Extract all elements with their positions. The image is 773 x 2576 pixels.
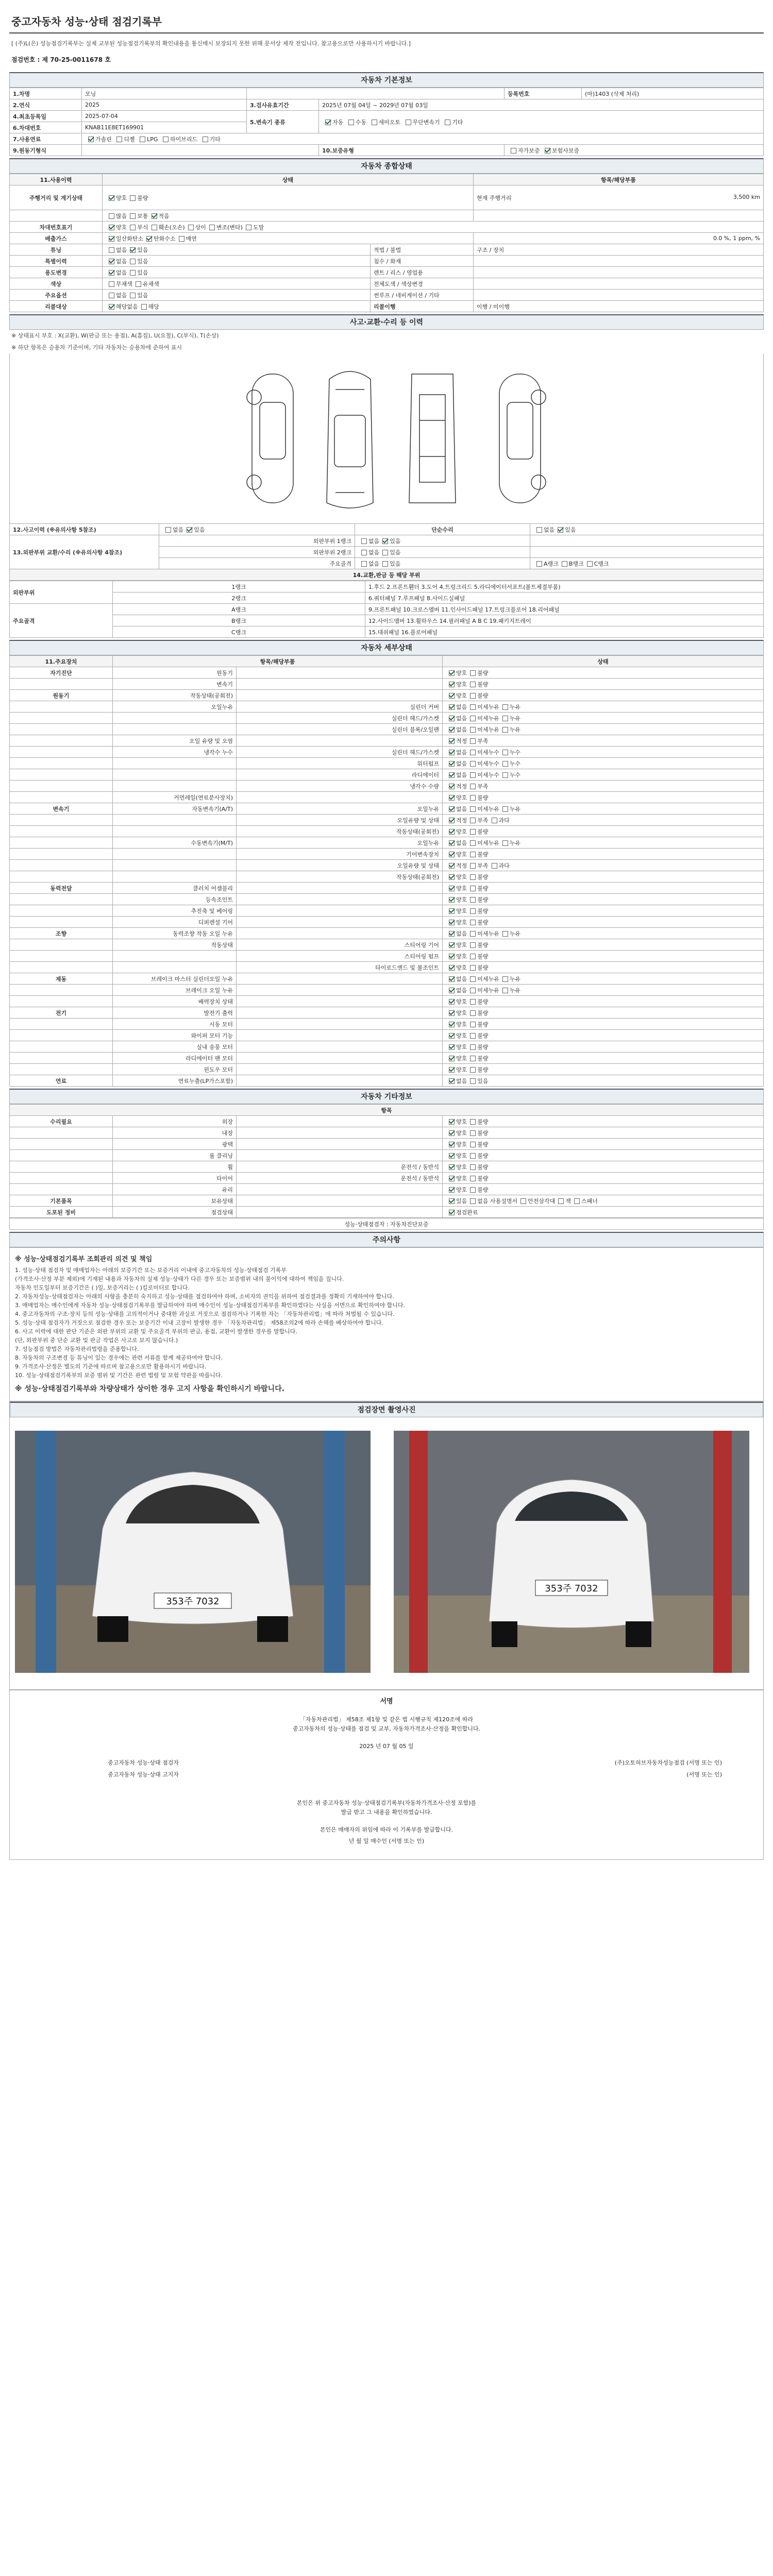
notice-line: 7. 성능점검 방법은 자동차관리법령을 준용합니다. (15, 1346, 139, 1352)
checkbox[interactable] (470, 772, 476, 778)
table-row: 오일누유 실린더 커버 없음 미세누유 누유 (10, 701, 764, 713)
checkbox[interactable] (449, 716, 455, 721)
checkbox[interactable] (470, 738, 476, 744)
checkbox[interactable] (449, 1130, 455, 1136)
checkbox[interactable] (382, 538, 388, 544)
checkbox[interactable] (470, 750, 476, 755)
checkbox[interactable] (140, 137, 145, 142)
checkbox[interactable] (449, 795, 455, 801)
car-name-label: 1.차명 (10, 88, 82, 99)
checkbox[interactable] (502, 704, 508, 710)
checkbox[interactable] (502, 976, 508, 982)
checkbox[interactable] (574, 1198, 580, 1204)
checkbox[interactable] (470, 1142, 476, 1147)
checkbox[interactable] (470, 931, 476, 937)
checkbox[interactable] (449, 942, 455, 948)
table-row: 커먼레일(연료분사장치) 양호 불량 (10, 792, 764, 803)
table-row: 라디에이터 팬 모터 양호 불량 (10, 1053, 764, 1064)
vin-label: 6.차대번호 (10, 122, 82, 133)
checkbox[interactable] (470, 988, 476, 993)
car-diagram (9, 353, 764, 523)
checkbox[interactable] (502, 840, 508, 846)
valid-period-value: 2025년 07월 04일 ~ 2029년 07월 03일 (319, 99, 764, 111)
notice-line: 6. 사고 이력에 대한 판단 기준은 외판 부위의 교환 및 주요골격 부위의 판금, 용접, 교환이 발생한 경우를 말합니다. (15, 1328, 297, 1335)
table-row: 작동상태(공회전) 양호 불량 (10, 871, 764, 883)
fuel-label: 7.사용연료 (10, 133, 82, 145)
checkbox[interactable] (470, 1010, 476, 1016)
checkbox[interactable] (449, 1164, 455, 1170)
checkbox[interactable] (449, 693, 455, 699)
checkbox[interactable] (470, 693, 476, 699)
table-row: 오일 유량 및 오염 적정 부족 (10, 735, 764, 747)
notice-line: 1. 성능·상태 점검자 및 매매업자는 아래의 보증기간 또는 보증거리 이내에 중고자동차의 성능·상태점검 기록부 (15, 1267, 287, 1274)
table-row: 브레이크 오일 누유 없음 미세누유 누유 (10, 985, 764, 996)
notice-body: ※ 성능·상태점검기록부 조회관리 의견 및 책임 1. 성능·상태 점검자 및 매매업자는 아래의 보증기간 또는 보증거리 이내에 중고자동차의 성능·상태점검 기록부 (가격조사·산정 부분 제외)에 기재된 내용과 자동차의 실제 성능·상태가 다른 경우 또는 보증범위 내의 불이익에 대하여 책임을 집니다. 자동차 인도일부터 보증기간은 ( )일, 보증거리는 ( )킬로미터로 합니다. 2. 자동차성능·상태점검자는 아래의 사항을 충분히 숙지하고 성능·상태를 점검하여야 하며, 소비자의 권익을 위하여 점검결과를 정확히 기재하여야 합니다. 3. 매매업자는 매수인에게 자동차 성능·상태점검기록부를 발급하여야 하며 매수인이 성능·상태점검기록부를 확인하였다는 사실을 서면으로 확인하여야 합니다. 4. 중고자동차의 구조·장치 등의 성능·상태를 고의적이거나 중대한 과실로 거짓으로 점검하거나 기록한 자는 「자동차관리법」에 따라 처벌될 수 있습니다. 5. 성능·상태 점검자가 거짓으로 점검한 경우 또는 보증기간 이내 고장이 발생한 경우 「자동차관리법」 제58조의2에 따라 손해를 배상하여야 합니다. 6. 사고 이력에 대한 판단 기준은 외판 부위의 교환 및 주요골격 부위의 판금, 용접, 교환이 발생한 경우를 말합니다. (단, 외판부위 중 단순 교환 및 판금 작업은 사고로 보지 않습니다.) 7. 성능점검 방법은 자동차관리법령을 준용합니다. 8. 자동차의 구조변경 등 튜닝이 있는 경우에는 관련 서류를 함께 제공하여야 합니다. 9. 가격조사·산정은 별도의 기준에 따르며 참고용으로만 활용하시기 바랍니다. 10. 성능·상태점검기록부의 보증 범위 및 기간은 관련 법령 및 보험 약관을 따릅니다. ※ 성능·상태점검기록부와 차량상태가 상이한 경우 고지 사항을 확인하시기 바랍니다. (9, 1247, 764, 1401)
table-row: 시동 모터 양호 불량 (10, 1019, 764, 1030)
notice-line: 8. 자동차의 구조변경 등 튜닝이 있는 경우에는 관련 서류를 함께 제공하여야 합니다. (15, 1354, 223, 1361)
checkbox[interactable] (502, 931, 508, 937)
checkbox[interactable] (152, 225, 157, 230)
checkbox[interactable] (109, 195, 114, 201)
table-row: 동력전달 클러치 어셈블리 양호 불량 (10, 883, 764, 894)
checkbox[interactable] (109, 236, 114, 242)
checkbox[interactable] (130, 293, 136, 298)
checkbox[interactable] (470, 670, 476, 676)
checkbox[interactable] (361, 561, 367, 567)
table-row: 변속기 양호 불량 (10, 679, 764, 690)
checkbox[interactable] (545, 148, 550, 154)
motor-label: 9.원동기형식 (10, 145, 82, 156)
checkbox[interactable] (449, 704, 455, 710)
checkbox[interactable] (470, 1022, 476, 1027)
checkbox[interactable] (130, 195, 136, 201)
notice-line: 자동차 인도일부터 보증기간은 ( )일, 보증거리는 ( )킬로미터로 합니다. (15, 1284, 190, 1291)
checkbox[interactable] (449, 1153, 455, 1159)
table-row: 작동상태 스티어링 기어 양호 불량 (10, 939, 764, 951)
checkbox[interactable] (325, 120, 331, 125)
checkbox[interactable] (130, 247, 136, 253)
notice-line: (단, 외판부위 중 단순 교환 및 판금 작업은 사고로 보지 않습니다.) (15, 1337, 178, 1344)
checkbox[interactable] (449, 1078, 455, 1084)
notice-line: 5. 성능·상태 점검자가 거짓으로 점검한 경우 또는 보증기간 이내 고장이 발생한 경우 「자동차관리법」 제58조의2에 따라 손해를 배상하여야 합니다. (15, 1319, 383, 1326)
checkbox[interactable] (502, 750, 508, 755)
table-row: 자기진단 원동기 양호 불량 (10, 667, 764, 679)
checkbox[interactable] (536, 561, 542, 567)
checkbox[interactable] (470, 840, 476, 846)
transmission-options: 자동 수동 세미오토 무단변속기 기타 (319, 111, 764, 133)
checkbox[interactable] (470, 942, 476, 948)
table-row: 변속기 자동변속기(A/T) 오일누유 없음 미세누유 누유 (10, 803, 764, 815)
table-row: 와이퍼 모터 기능 양호 불량 (10, 1030, 764, 1041)
table-row: 윈도우 모터 양호 불량 (10, 1064, 764, 1075)
checkbox[interactable] (492, 863, 497, 869)
checkbox[interactable] (449, 806, 455, 812)
table-row: 라디에이터 없음 미세누수 누수 (10, 769, 764, 781)
section-basic-info: 자동차 기본정보 (9, 72, 764, 88)
checkbox[interactable] (449, 784, 455, 789)
accident-table: 12.사고이력 (※유의사항 5참조) 없음 있음 단순수리 없음 있음 13.외판부위 교환/수리 (※유의사항 4참조) 외판부위 1랭크 없음 있음 외판부위 2랭크 없음 있음 주요골격 없음 있음 A랭크 B랭크 C랭크 14.교환,판금 등 해당 부위 (9, 523, 764, 581)
checkbox[interactable] (188, 225, 194, 230)
checkbox[interactable] (558, 527, 563, 533)
model-year-value: 2025 (82, 99, 247, 111)
checkbox[interactable] (109, 259, 114, 264)
table-row: 디퍼렌셜 기어 양호 불량 (10, 917, 764, 928)
checkbox[interactable] (449, 761, 455, 767)
checkbox[interactable] (470, 818, 476, 823)
checkbox[interactable] (187, 527, 192, 533)
legend-note: ※ 하단 항목은 승용차 기준이며, 기타 자동차는 승용차에 준하여 표시 (11, 344, 182, 351)
checkbox[interactable] (470, 976, 476, 982)
table-row: 휠 운전석 / 동반석 양호 불량 (10, 1161, 764, 1173)
checkbox[interactable] (109, 213, 114, 219)
checkbox[interactable] (470, 1119, 476, 1125)
reg-no-value: (마)1403 (삭제 처리) (582, 88, 764, 99)
checkbox[interactable] (470, 1187, 476, 1193)
checkbox[interactable] (470, 806, 476, 812)
checkbox[interactable] (502, 806, 508, 812)
notice-line: 9. 가격조사·산정은 별도의 기준에 따르며 참고용으로만 활용하시기 바랍니다. (15, 1363, 207, 1370)
fuel-options: 가솔린 디젤 LPG 하이브리드 기타 (82, 133, 764, 145)
checkbox[interactable] (449, 908, 455, 914)
parts-table: 외판부위 1랭크 1.후드 2.프론트휀더 3.도어 4.트렁크리드 5.라디에이터서포트(볼트체결부품) 2랭크 6.쿼터패널 7.루프패널 8.사이드실패널 주요골격 A랭크 9.프론트패널 10.크로스멤버 11.인사이드패널 17.트렁크플로어 18.리어패널 B랭크 12.사이드멤버 13.휠하우스 14.필러패널 A B C 19.패키지트레이 C랭크 15.대쉬패널 16.플로어패널 (9, 581, 764, 638)
checkbox[interactable] (449, 886, 455, 891)
car-outline-drawing (10, 353, 763, 523)
valid-period-label: 3.검사유효기간 (247, 99, 319, 111)
table-row: 스티어링 펌프 양호 불량 (10, 951, 764, 962)
table-row: 도포된 정비 점검상태 점검완료 (10, 1207, 764, 1218)
notice-text: [ (주)L(은) 성능점검기록부는 실제 교부된 성능점검기록부의 확인내용을 통신매시 보장되지 못한 위해 문서상 제작 전입니다. 참고용으로만 사용하시기 바랍니다.] (11, 40, 411, 47)
checkbox[interactable] (141, 304, 147, 310)
rear-plate: 353주 7032 (545, 1583, 598, 1594)
checkbox[interactable] (536, 527, 542, 533)
rear-photo (394, 1431, 749, 1673)
notice-line: 3. 매매업자는 매수인에게 자동차 성능·상태점검기록부를 발급하여야 하며 매수인이 성능·상태점검기록부를 확인하였다는 사실을 서면으로 확인하여야 합니다. (15, 1302, 406, 1309)
first-reg-value: 2025-07-04 (82, 111, 247, 122)
table-row: 냉각수 누수 실린더 헤드/가스켓 없음 미세누수 누수 (10, 747, 764, 758)
model-year-label: 2.연식 (10, 99, 82, 111)
table-row: 추진축 및 베어링 양호 불량 (10, 905, 764, 917)
checkbox[interactable] (470, 1033, 476, 1039)
mileage-value: 3,500 km (733, 193, 760, 200)
notice-line: 10. 성능·상태점검기록부의 보증 범위 및 기간은 관련 법령 및 보험 약관을 따릅니다. (15, 1372, 223, 1379)
checkbox[interactable] (470, 682, 476, 687)
transmission-label: 5.변속기 종류 (247, 111, 319, 133)
checkbox[interactable] (470, 874, 476, 880)
checkbox[interactable] (470, 829, 476, 835)
checkbox[interactable] (406, 120, 411, 125)
photo-section: 점검장면 촬영사진 353주 7032 353주 7032 (9, 1401, 764, 1690)
checkbox[interactable] (130, 270, 136, 276)
table-row: 원동기 작동상태(공회전) 양호 불량 (10, 690, 764, 701)
front-photo (15, 1431, 371, 1673)
table-row: 광택 양호 불량 (10, 1139, 764, 1150)
table-row: 기어변속장치 양호 불량 (10, 849, 764, 860)
checkbox[interactable] (109, 293, 114, 298)
table-row: 작동상태(공회전) 양호 불량 (10, 826, 764, 837)
checkbox[interactable] (449, 750, 455, 755)
checkbox[interactable] (470, 999, 476, 1005)
table-row: 오일유량 및 상태 적정 부족 과다 (10, 860, 764, 871)
checkbox[interactable] (470, 1153, 476, 1159)
checkbox[interactable] (470, 727, 476, 733)
checkbox[interactable] (502, 988, 508, 993)
table-row: 수리필요 외장 양호 불량 (10, 1116, 764, 1127)
table-row: 유리 양호 불량 (10, 1184, 764, 1195)
checkbox[interactable] (470, 954, 476, 959)
checkbox[interactable] (449, 1119, 455, 1125)
checkbox[interactable] (136, 281, 141, 287)
table-row: 타이로드엔드 및 볼조인트 양호 불량 (10, 962, 764, 973)
checkbox[interactable] (449, 897, 455, 903)
legend-text: ※ 상태표시 부호 : X(교환), W(판금 또는 용접), A(흠집), U(요철), C(부식), T(손상) (11, 332, 219, 339)
checkbox[interactable] (109, 270, 114, 276)
checkbox[interactable] (520, 1198, 526, 1204)
checkbox[interactable] (470, 1164, 476, 1170)
checkbox[interactable] (511, 148, 516, 154)
checkbox[interactable] (361, 550, 367, 555)
checkbox[interactable] (492, 818, 497, 823)
document-number: 점검번호 : 제 70-25-0011678 호 (11, 56, 111, 63)
notice-line: 2. 자동차성능·상태점검자는 아래의 사항을 충분히 숙지하고 성능·상태를 점검하여야 하며, 소비자의 권익을 위하여 점검결과를 정확히 기재하여야 합니다. (15, 1293, 394, 1300)
warranty-options: 자가보증 보험사보증 (505, 145, 764, 156)
inspection-record (9, 10, 764, 1860)
checkbox[interactable] (470, 908, 476, 914)
checkbox[interactable] (361, 538, 367, 544)
section-notice: 주의사항 (9, 1232, 764, 1247)
checkbox[interactable] (470, 1056, 476, 1061)
checkbox[interactable] (449, 965, 455, 971)
table-row: 기본품목 보유상태 있음 없음 사용설명서 안전삼각대 잭 스패너 (10, 1195, 764, 1207)
checkbox[interactable] (449, 1198, 455, 1204)
notice-line: (가격조사·산정 부분 제외)에 기재된 내용과 자동차의 실제 성능·상태가 다른 경우 또는 보증범위 내의 불이익에 대하여 책임을 집니다. (15, 1276, 344, 1282)
checkbox[interactable] (562, 561, 567, 567)
checkbox[interactable] (449, 1210, 455, 1215)
reg-no-label: 등록번호 (505, 88, 582, 99)
checkbox[interactable] (470, 784, 476, 789)
checkbox[interactable] (502, 761, 508, 767)
checkbox[interactable] (470, 716, 476, 721)
section-exterior: 사고·교환·수리 등 이력 (9, 314, 764, 330)
detail-status-table: 11.주요장치 항목/해당부품 상태 자기진단 원동기 양호 불량 변속기 양호 불량 원동기 작동상태(공회전) 양호 불량 오일누유 실린더 커버 없음 미세누유 누유 실린더 헤드/가스켓 없음 미세누유 누유 실린더 블록/오일팬 없음 미세누유 누유 오일 유량 및 오염 적정 부족 냉각수 누수 실린더 헤드/가스켓 없음 미세누수 누수 워터펌프 없음 미세누수 누수 라디에이터 없음 미세누수 누수 냉각수 수량 적정 부족 커먼레일(연료분사장치) 양호 불량 변속기 자동변속기(A/T) 오일누유 없음 미세누유 누유 오일유량 및 상태 적정 부족 과다 작동상태(공회전) 양호 불량 수동변속기(M/T) 오일누유 없음 미세누유 누유 기어변속장치 양호 불량 오일유량 및 상태 적정 부족 과다 작동상태(공회전) 양호 불량 동력전달 클러치 어셈블리 양호 불량 등속조인트 양호 불량 추진축 및 베어링 양호 불량 디퍼렌셜 기어 양호 불량 조향 동력조향 작동 오일 누유 없음 미세누유 누유 작동상태 스티어링 기어 양호 불량 스티어링 펌프 양호 불량 타이로드엔드 및 볼조인트 양호 불량 제동 브레이크 마스터 실린더오일 누유 없음 미세누유 누유 브레이크 오일 누유 없음 미세누유 누유 배력장치 상태 양호 불량 전기 발전기 출력 양호 불량 시동 모터 양호 불량 와이퍼 모터 기능 양호 불량 실내 송풍 모터 양호 불량 라디에이터 팬 모터 양호 불량 윈도우 모터 양호 불량 연료 연료누출(LP가스포함) 없음 있음 (9, 655, 764, 1087)
checkbox[interactable] (179, 236, 184, 242)
section-general-status: 자동차 종합상태 (9, 158, 764, 174)
checkbox[interactable] (449, 670, 455, 676)
checkbox[interactable] (449, 1044, 455, 1050)
checkbox[interactable] (470, 863, 476, 869)
checkbox[interactable] (246, 225, 251, 230)
checkbox[interactable] (449, 1142, 455, 1147)
checkbox[interactable] (470, 1198, 476, 1204)
checkbox[interactable] (449, 1067, 455, 1073)
basic-info-table (9, 88, 764, 156)
checkbox[interactable] (470, 852, 476, 857)
table-row: 워터펌프 없음 미세누수 누수 (10, 758, 764, 769)
checkbox[interactable] (130, 259, 136, 264)
checkbox[interactable] (109, 304, 114, 310)
warranty-row: 성능·상태점검자 : 자동차진단보증 (9, 1218, 764, 1230)
table-row: 수동변속기(M/T) 오일누유 없음 미세누유 누유 (10, 837, 764, 849)
table-row: 내장 양호 불량 (10, 1127, 764, 1139)
table-row: 조향 동력조향 작동 오일 누유 없음 미세누유 누유 (10, 928, 764, 939)
checkbox[interactable] (449, 1010, 455, 1016)
table-row: 제동 브레이크 마스터 실린더오일 누유 없음 미세누유 누유 (10, 973, 764, 985)
section-detail-status: 자동차 세부상태 (9, 640, 764, 655)
checkbox[interactable] (449, 738, 455, 744)
front-plate: 353주 7032 (166, 1596, 220, 1607)
checkbox[interactable] (449, 1056, 455, 1061)
checkbox[interactable] (587, 561, 593, 567)
checkbox[interactable] (449, 1187, 455, 1193)
vin-value: KNAB11E8ET169901 (82, 122, 247, 133)
checkbox[interactable] (470, 761, 476, 767)
table-row: 전기 발전기 출력 양호 불량 (10, 1007, 764, 1019)
table-row: 연료 연료누출(LP가스포함) 없음 있음 (10, 1075, 764, 1087)
checkbox[interactable] (372, 120, 377, 125)
checkbox[interactable] (449, 999, 455, 1005)
checkbox[interactable] (130, 213, 136, 219)
table-row: 냉각수 수량 적정 부족 (10, 781, 764, 792)
table-row: 실린더 헤드/가스켓 없음 미세누유 누유 (10, 713, 764, 724)
checkbox[interactable] (382, 561, 388, 567)
checkbox[interactable] (165, 527, 171, 533)
checkbox[interactable] (449, 772, 455, 778)
section-other-info: 자동차 기타정보 (9, 1089, 764, 1104)
checkbox[interactable] (449, 1176, 455, 1181)
checkbox[interactable] (502, 716, 508, 721)
checkbox[interactable] (449, 727, 455, 733)
signature-section: 서명 「자동차관리법」 제58조 제1항 및 같은 법 시행규칙 제120조에 따라 중고자동차의 성능·상태를 점검 및 교부, 자동차가격조사·산정을 확인합니다. 2025 년 07 월 05 일 중고자동차 성능·상태 점검자 (주)오토허브자동차성능점검 (서명 또는 인) 중고자동차 성능·상태 고지자 (서명 또는 인) 본인은 위 중고자동차 성능·상태점검기록부(자동차가격조사·산정 포함)를 발급 받고 그 내용을 확인하였습니다. 본인은 매매자의 위임에 따라 이 기록부를 발급합니다. 년 월 일 매수인 (서명 또는 인) (9, 1690, 764, 1860)
checkbox[interactable] (558, 1198, 564, 1204)
checkbox[interactable] (449, 1022, 455, 1027)
checkbox[interactable] (449, 1033, 455, 1039)
checkbox[interactable] (130, 225, 136, 230)
checkbox[interactable] (470, 1067, 476, 1073)
other-info-table: 항목 수리필요 외장 양호 불량 내장 양호 불량 광택 양호 불량 룸 클리닝 양호 불량 휠 운전석 / 동반석 양호 불량 타이어 운전석 / 동반석 양호 불량 유리 양호 불량 기본품목 보유상태 있음 없음 사용설명서 안전삼각대 잭 스패너 도포된 정비 점검상태 점검완료 (9, 1104, 764, 1218)
checkbox[interactable] (449, 954, 455, 959)
checkbox[interactable] (449, 682, 455, 687)
checkbox[interactable] (449, 976, 455, 982)
document-title: 중고자동차 성능·상태 점검기록부 (9, 10, 764, 33)
checkbox[interactable] (470, 1176, 476, 1181)
checkbox[interactable] (502, 727, 508, 733)
checkbox[interactable] (449, 988, 455, 993)
checkbox[interactable] (449, 920, 455, 925)
checkbox[interactable] (470, 704, 476, 710)
checkbox[interactable] (470, 795, 476, 801)
checkbox[interactable] (470, 965, 476, 971)
checkbox[interactable] (109, 281, 114, 287)
checkbox[interactable] (449, 874, 455, 880)
warranty-label: 10.보증유형 (319, 145, 505, 156)
general-status-table: 11.사용이력 상태 항목/해당부품 주행거리 및 계기상태 양호 불량 현재 주행거리 3,500 km 많음 보통 적음 차대번호표기 양호 부식 훼손(오손) 상이 변조(변타) 도말 배출가스 일산화탄소 탄화수소 매연 0.0 %, 1 ppm, % 튜닝 없음 있음 적법 / 불법 구조 / 장치 특별이력 없음 있음 침수 / 화재 용도변경 없음 있음 렌트 / 리스 / 영업용 색상 무채색 유채색 전체도색 / 색상변경 주요옵션 없음 있음 썬루프 / 네비게이션 / 기타 리콜대상 해당없음 해당 리콜이행 이행 / 미이행 (9, 174, 764, 312)
car-name-value: 모닝 (82, 88, 247, 99)
checkbox[interactable] (109, 225, 114, 230)
checkbox[interactable] (445, 120, 450, 125)
notice-line: 4. 중고자동차의 구조·장치 등의 성능·상태를 고의적이거나 중대한 과실로 거짓으로 점검하거나 기록한 자는 「자동차관리법」에 따라 처벌될 수 있습니다. (15, 1311, 395, 1317)
checkbox[interactable] (470, 897, 476, 903)
first-reg-label: 4.최초등록일 (10, 111, 82, 122)
checkbox[interactable] (470, 1130, 476, 1136)
checkbox[interactable] (470, 886, 476, 891)
checkbox[interactable] (116, 137, 122, 142)
checkbox[interactable] (502, 772, 508, 778)
checkbox[interactable] (449, 818, 455, 823)
checkbox[interactable] (449, 840, 455, 846)
table-row: 오일유량 및 상태 적정 부족 과다 (10, 815, 764, 826)
table-row: 실내 송풍 모터 양호 불량 (10, 1041, 764, 1053)
checkbox[interactable] (203, 137, 208, 142)
checkbox[interactable] (470, 1078, 476, 1084)
checkbox[interactable] (209, 225, 215, 230)
checkbox[interactable] (163, 137, 169, 142)
table-row: 실린더 블록/오일팬 없음 미세누유 누유 (10, 724, 764, 735)
checkbox[interactable] (470, 1044, 476, 1050)
checkbox[interactable] (470, 920, 476, 925)
table-row: 배력장치 상태 양호 불량 (10, 996, 764, 1007)
checkbox[interactable] (449, 852, 455, 857)
checkbox[interactable] (152, 213, 157, 219)
checkbox[interactable] (348, 120, 354, 125)
checkbox[interactable] (449, 863, 455, 869)
checkbox[interactable] (146, 236, 152, 242)
table-row: 타이어 운전석 / 동반석 양호 불량 (10, 1173, 764, 1184)
checkbox[interactable] (88, 137, 94, 142)
table-row: 룸 클리닝 양호 불량 (10, 1150, 764, 1161)
checkbox[interactable] (449, 829, 455, 835)
notice-emphasis: ※ 성능·상태점검기록부와 차량상태가 상이한 경우 고지 사항을 확인하시기 바랍니다. (15, 1385, 285, 1393)
checkbox[interactable] (449, 931, 455, 937)
checkbox[interactable] (109, 247, 114, 253)
table-row: 등속조인트 양호 불량 (10, 894, 764, 905)
checkbox[interactable] (382, 550, 388, 555)
